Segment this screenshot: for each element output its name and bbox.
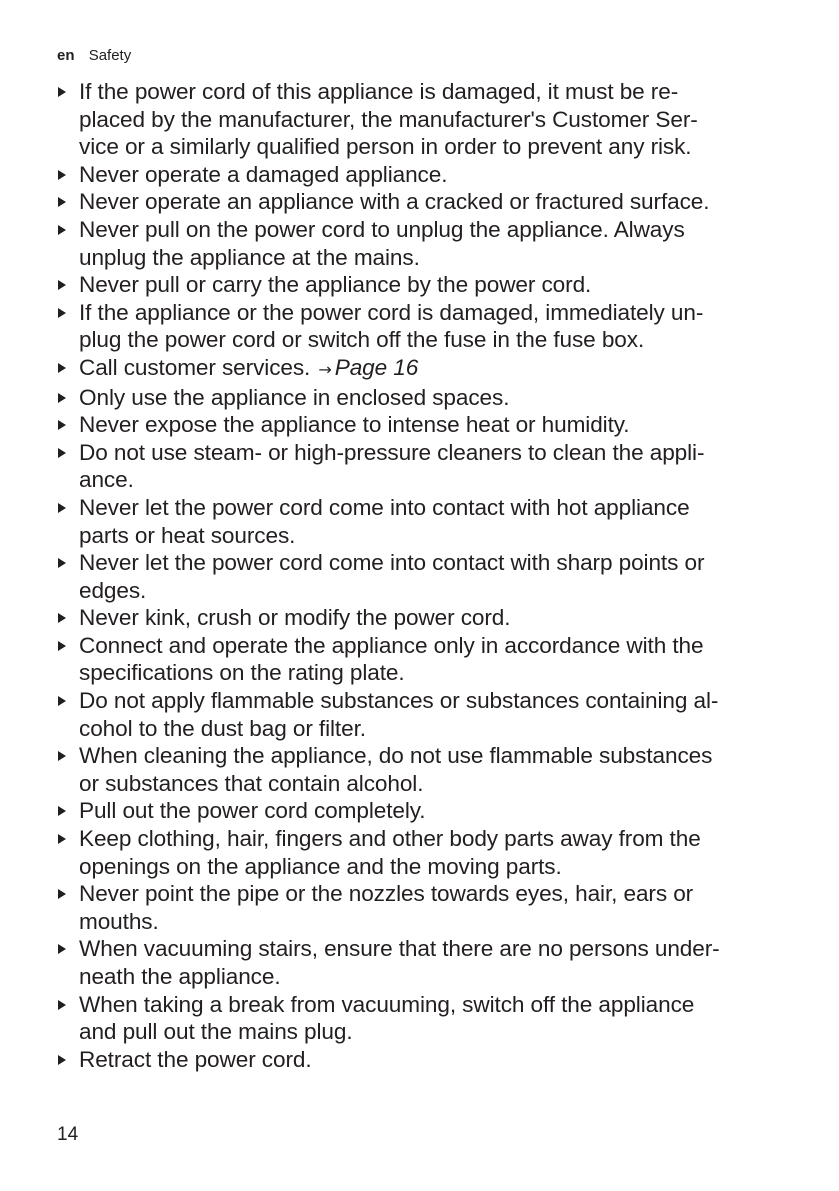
instruction-text-line: edges. (79, 577, 147, 603)
safety-list-item (57, 216, 787, 271)
bullet-arrow-icon (58, 225, 66, 235)
safety-list-item (57, 880, 787, 935)
instruction-text-line: Do not apply flammable substances or substances containing al- (79, 688, 719, 714)
instruction-text-line: openings on the appliance and the moving parts. (79, 853, 562, 879)
instruction-text-line: and pull out the mains plug. (79, 1019, 353, 1045)
instruction-text-line: Retract the power cord. (79, 1046, 312, 1072)
customer-service-line (79, 354, 787, 384)
bullet-arrow-icon (58, 448, 66, 458)
page-number: 14 (57, 1124, 79, 1145)
safety-list-item (57, 1046, 787, 1074)
bullet-arrow-icon (58, 170, 66, 180)
safety-list-item (57, 78, 787, 161)
bullet-arrow-icon (58, 751, 66, 761)
instruction-text-line: When taking a break from vacuuming, switch off the appliance (79, 991, 695, 1017)
bullet-arrow-icon (58, 393, 66, 403)
instruction-text-line: Never kink, crush or modify the power cord. (79, 605, 511, 631)
bullet-arrow-icon (58, 308, 66, 318)
safety-list-item (57, 742, 787, 797)
instruction-text-line: parts or heat sources. (79, 522, 296, 548)
instruction-text-line: Only use the appliance in enclosed spaces. (79, 384, 510, 410)
instruction-text-line: cohol to the dust bag or filter. (79, 715, 366, 741)
instruction-text-line: mouths. (79, 908, 159, 934)
bullet-arrow-icon (58, 1055, 66, 1065)
safety-list-item (57, 384, 787, 412)
bullet-arrow-icon (58, 696, 66, 706)
safety-list-item (57, 604, 787, 632)
bullet-arrow-icon (58, 1000, 66, 1010)
safety-list-item (57, 935, 787, 990)
instruction-text-line: If the appliance or the power cord is damaged, immediately un- (79, 299, 704, 325)
safety-list-item (57, 299, 787, 354)
instruction-text-line: Never expose the appliance to intense heat or humidity. (79, 412, 630, 438)
safety-list-item (57, 411, 787, 439)
instruction-text-line: ance. (79, 467, 134, 493)
instruction-text-line: or substances that contain alcohol. (79, 770, 424, 796)
page-reference-arrow-icon: → (318, 359, 332, 379)
instruction-text-line: When cleaning the appliance, do not use flammable substances (79, 743, 713, 769)
instruction-text-line: Do not use steam- or high-pressure cleaners to clean the appli- (79, 439, 705, 465)
instruction-text-line: vice or a similarly qualified person in order to prevent any risk. (79, 134, 692, 160)
language-label: en (57, 47, 75, 64)
instruction-text-line: Never let the power cord come into contact with sharp points or (79, 550, 705, 576)
safety-list-item (57, 161, 787, 189)
bullet-arrow-icon (58, 806, 66, 816)
safety-list-item (57, 797, 787, 825)
section-title: Safety (88, 47, 132, 64)
safety-list-item (57, 687, 787, 742)
bullet-arrow-icon (58, 558, 66, 568)
bullet-arrow-icon (58, 420, 66, 430)
instruction-text-line: Keep clothing, hair, fingers and other body parts away from the (79, 826, 701, 852)
bullet-arrow-icon (58, 641, 66, 651)
bullet-arrow-icon (58, 363, 66, 373)
instruction-text-line: Never pull or carry the appliance by the power cord. (79, 272, 592, 298)
instruction-text-line: Never point the pipe or the nozzles towards eyes, hair, ears or (79, 881, 694, 907)
safety-list-item (57, 354, 787, 384)
instruction-text-line: Connect and operate the appliance only in accordance with the (79, 632, 704, 658)
safety-list-item (57, 632, 787, 687)
safety-list-item (57, 439, 787, 494)
page-header (57, 46, 131, 66)
bullet-arrow-icon (58, 889, 66, 899)
bullet-arrow-icon (58, 503, 66, 513)
bullet-arrow-icon (58, 613, 66, 623)
safety-instructions-list (57, 78, 787, 1073)
instruction-text-line: Never pull on the power cord to unplug the appliance. Always (79, 216, 685, 242)
safety-list-item (57, 549, 787, 604)
instruction-text-line: plug the power cord or switch off the fuse in the fuse box. (79, 327, 645, 353)
bullet-arrow-icon (58, 197, 66, 207)
instruction-text-line: specifications on the rating plate. (79, 660, 405, 686)
instruction-text-line: Never let the power cord come into contact with hot appliance (79, 494, 690, 520)
instruction-text-line: unplug the appliance at the mains. (79, 244, 420, 270)
bullet-arrow-icon (58, 944, 66, 954)
instruction-text-line: When vacuuming stairs, ensure that there are no persons under- (79, 936, 720, 962)
instruction-text-line: If the power cord of this appliance is damaged, it must be re- (79, 79, 679, 104)
safety-list-item (57, 991, 787, 1046)
bullet-arrow-icon (58, 280, 66, 290)
bullet-arrow-icon (58, 834, 66, 844)
instruction-text-line: Pull out the power cord completely. (79, 798, 426, 824)
customer-service-text: Call customer services. (79, 354, 311, 380)
safety-list-item (57, 825, 787, 880)
instruction-text-line: placed by the manufacturer, the manufacturer's Customer Ser- (79, 106, 698, 132)
safety-list-item (57, 188, 787, 216)
page-reference-link[interactable]: Page 16 (334, 354, 419, 380)
bullet-arrow-icon (58, 87, 66, 97)
safety-list-item (57, 494, 787, 549)
instruction-text-line: neath the appliance. (79, 964, 281, 989)
instruction-text-line: Never operate an appliance with a cracked or fractured surface. (79, 189, 710, 215)
safety-list-item (57, 271, 787, 299)
instruction-text-line: Never operate a damaged appliance. (79, 161, 448, 187)
